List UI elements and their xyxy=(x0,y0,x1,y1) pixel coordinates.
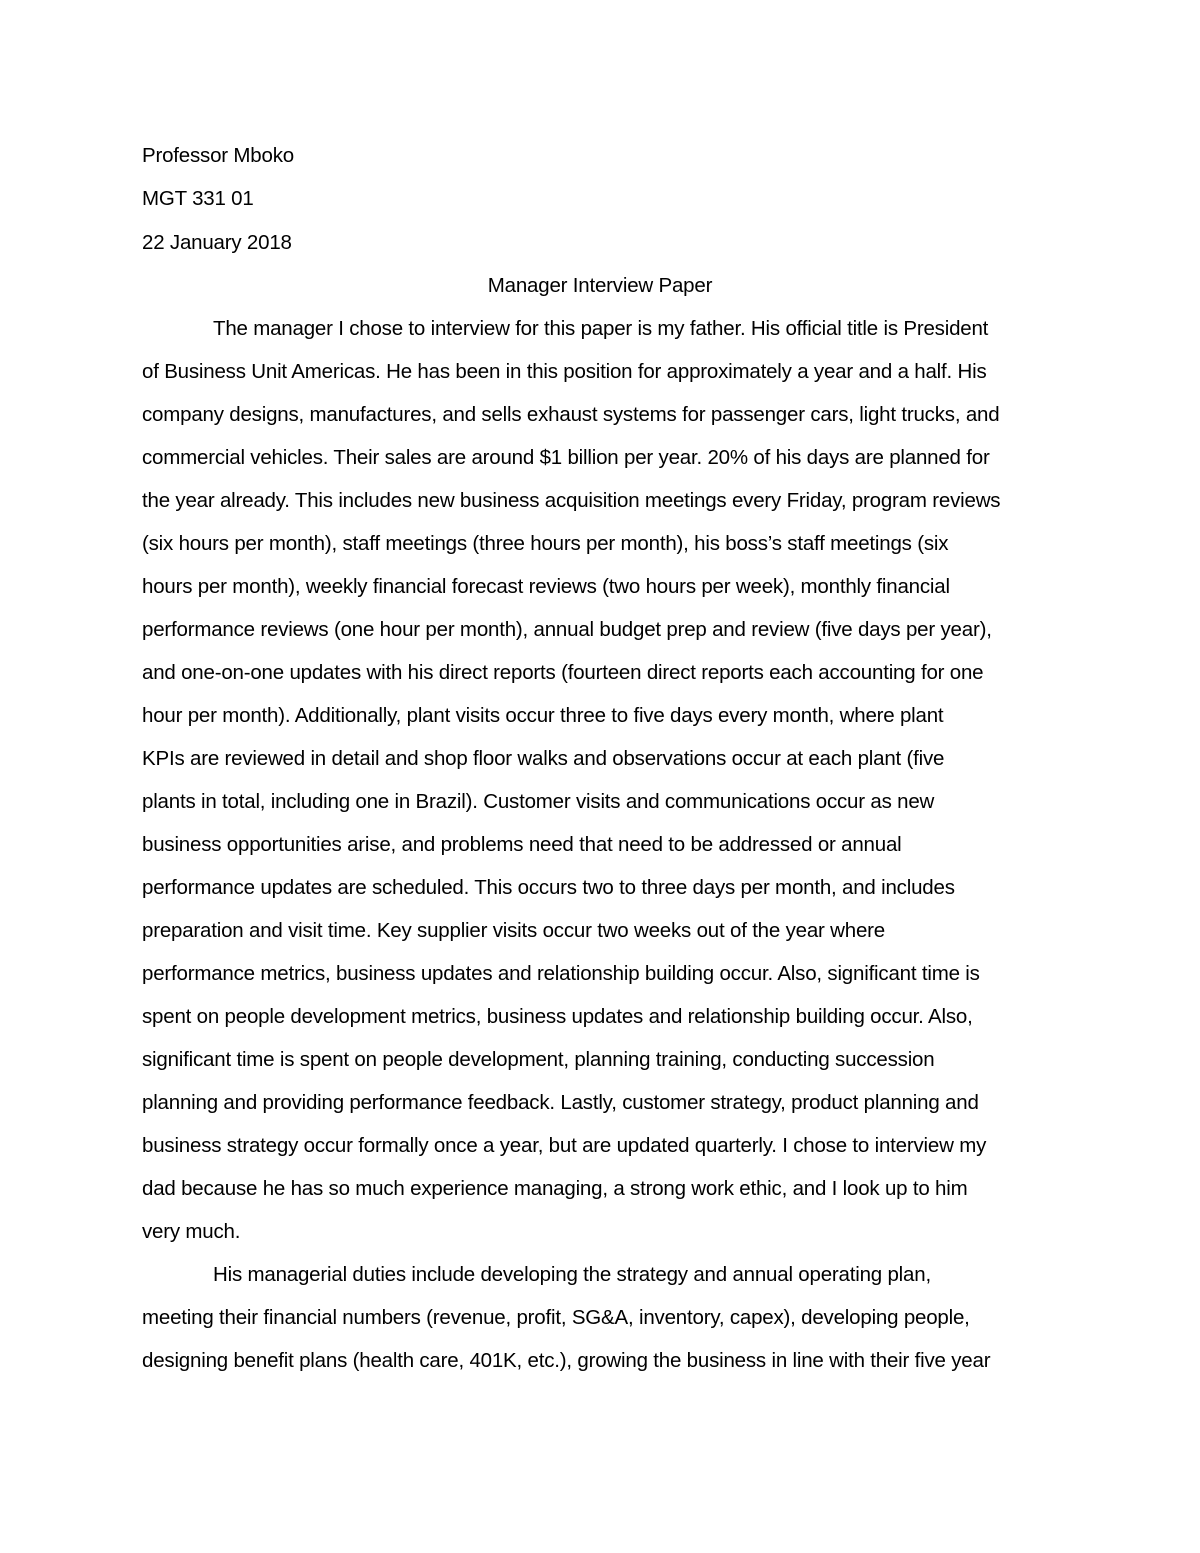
paragraph-line: The manager I chose to interview for this paper is my father. His official title is President xyxy=(213,317,989,340)
paragraph-line: company designs, manufactures, and sells exhaust systems for passenger cars, light trucks, and xyxy=(142,403,1000,426)
paragraph-line: meeting their financial numbers (revenue, profit, SG&A, inventory, capex), developing people, xyxy=(142,1306,970,1329)
paper-date: 22 January 2018 xyxy=(142,231,292,254)
paragraph-line: (six hours per month), staff meetings (three hours per month), his boss’s staff meetings (six xyxy=(142,532,949,555)
paragraph-line: and one-on-one updates with his direct reports (fourteen direct reports each accounting for one xyxy=(142,661,984,684)
paragraph-line: designing benefit plans (health care, 401K, etc.), growing the business in line with their five year xyxy=(142,1349,991,1372)
paragraph-line: performance reviews (one hour per month), annual budget prep and review (five days per year), xyxy=(142,618,992,641)
paper-title: Manager Interview Paper xyxy=(487,274,713,297)
paragraph-line: performance updates are scheduled. This occurs two to three days per month, and includes xyxy=(142,876,955,899)
paragraph-line: His managerial duties include developing the strategy and annual operating plan, xyxy=(213,1263,931,1286)
paragraph-line: significant time is spent on people development, planning training, conducting succession xyxy=(142,1048,935,1071)
paragraph-line: hour per month). Additionally, plant visits occur three to five days every month, where plant xyxy=(142,704,944,727)
paragraph-line: preparation and visit time. Key supplier visits occur two weeks out of the year where xyxy=(142,919,885,942)
professor-name: Professor Mboko xyxy=(142,144,294,167)
course-code: MGT 331 01 xyxy=(142,187,254,210)
paragraph-line: plants in total, including one in Brazil). Customer visits and communications occur as new xyxy=(142,790,935,813)
paragraph-line: commercial vehicles. Their sales are around $1 billion per year. 20% of his days are planned for xyxy=(142,446,990,469)
paragraph-line: dad because he has so much experience managing, a strong work ethic, and I look up to him xyxy=(142,1177,968,1200)
paragraph-line: business strategy occur formally once a year, but are updated quarterly. I chose to interview my xyxy=(142,1134,987,1157)
paragraph-line: spent on people development metrics, business updates and relationship building occur. Also, xyxy=(142,1005,973,1028)
paragraph-line: hours per month), weekly financial forecast reviews (two hours per week), monthly financial xyxy=(142,575,950,598)
paragraph-line: of Business Unit Americas. He has been in this position for approximately a year and a half. His xyxy=(142,360,987,383)
paragraph-line: KPIs are reviewed in detail and shop floor walks and observations occur at each plant (five xyxy=(142,747,945,770)
paragraph-line: performance metrics, business updates and relationship building occur. Also, significant time is xyxy=(142,962,980,985)
paragraph-line: very much. xyxy=(142,1220,241,1243)
paragraph-line: planning and providing performance feedback. Lastly, customer strategy, product planning and xyxy=(142,1091,979,1114)
paragraph-line: the year already. This includes new business acquisition meetings every Friday, program reviews xyxy=(142,489,1001,512)
paragraph-line: business opportunities arise, and problems need that need to be addressed or annual xyxy=(142,833,902,856)
